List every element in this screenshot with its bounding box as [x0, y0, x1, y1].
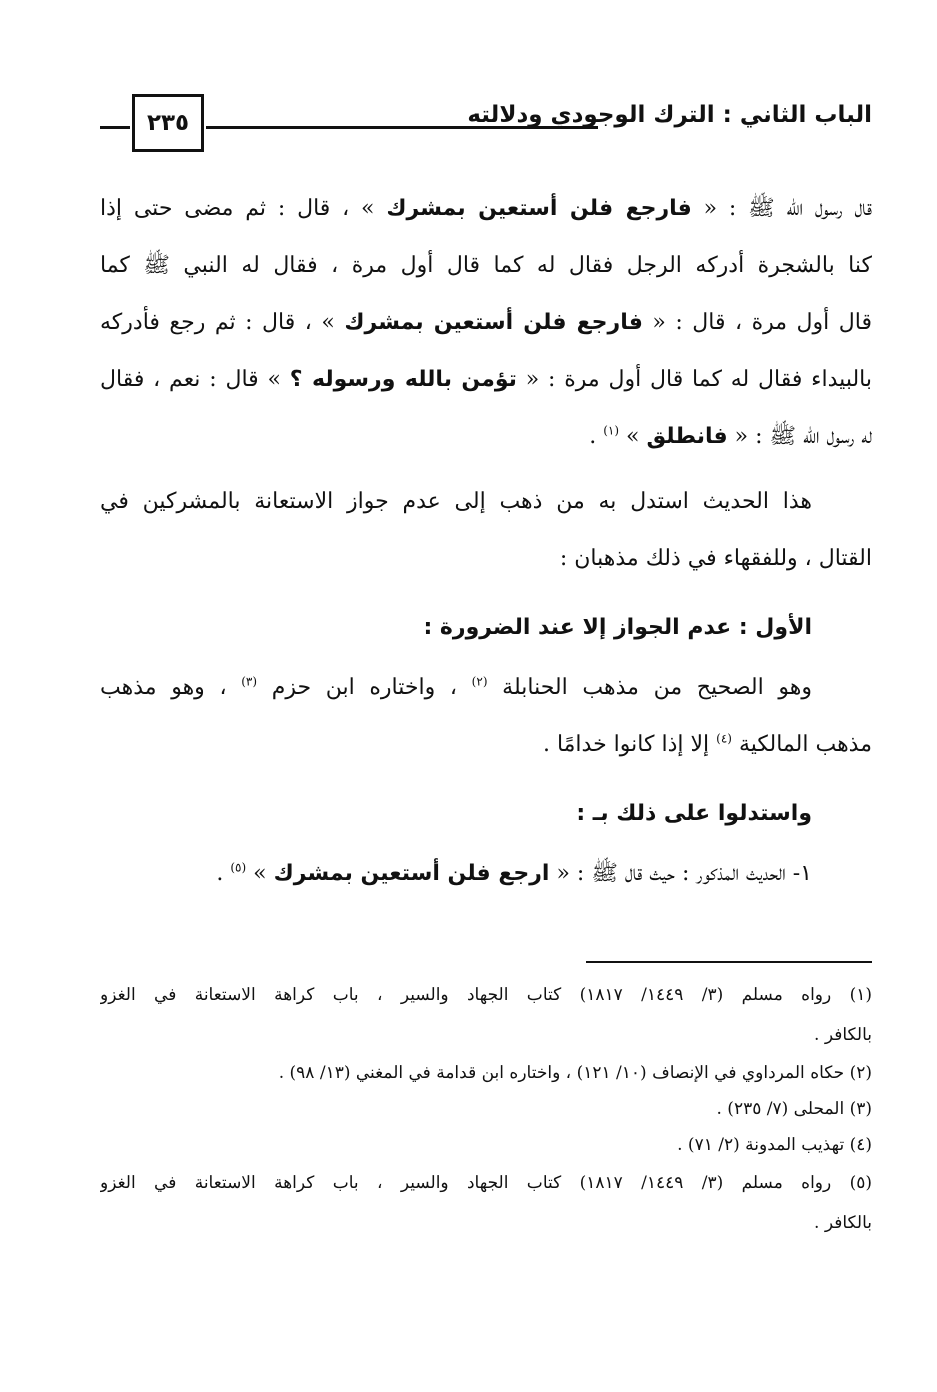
footnote-separator — [586, 961, 872, 963]
text-line: ١- الحديث المذكور : حيث قال ﷺ : « ارجع فلن أستعين بمشرك » $^{(٥)}$ . — [216, 860, 812, 886]
text-line: قال رسول الله ﷺ : « فارجع فلن أستعين بمشرك » ، قال : ثم مضى حتى إذا — [100, 196, 872, 221]
running-header — [100, 92, 872, 156]
header-rule-left — [100, 126, 130, 129]
section-heading: واستدلوا على ذلك بـ : — [576, 801, 812, 826]
page-number: ٢٣٥ — [132, 94, 204, 152]
chapter-title: الباب الثاني : الترك الوجودي ودلالته — [467, 102, 872, 128]
footnote-4: (٤) تهذيب المدونة (٢/ ٧١) . — [677, 1135, 872, 1155]
section-heading: الأول : عدم الجواز إلا عند الضرورة : — [423, 615, 812, 640]
footnote-1: (١) رواه مسلم (٣/ ١٤٤٩/ ١٨١٧) كتاب الجهاد والسير ، باب كراهة الاستعانة في الغزو بالكافر . — [100, 985, 872, 1045]
text-line: هذا الحديث استدل به من ذهب إلى عدم جواز الاستعانة بالمشركين في — [100, 489, 813, 514]
text-line: بالبيداء فقال له كما قال أول مرة : « تؤمن بالله ورسوله ؟ » قال : نعم ، فقال — [100, 367, 872, 392]
text-line: له رسول الله ﷺ : « فانطلق » $^{(١)}$ . — [589, 423, 872, 449]
footnote-5: (٥) رواه مسلم (٣/ ١٤٤٩/ ١٨١٧) كتاب الجهاد والسير ، باب كراهة الاستعانة في الغزو بالكافر . — [100, 1173, 872, 1233]
footnote-3: (٣) المحلى (٧/ ٢٣٥) . — [716, 1099, 872, 1119]
footnotes — [100, 975, 872, 1243]
text-line: مذهب المالكية $^{(٤)}$ إلا إذا كانوا خدامًا . — [542, 731, 872, 757]
text-line: القتال ، وللفقهاء في ذلك مذهبان : — [559, 546, 872, 571]
text-line: قال أول مرة ، قال : « فارجع فلن أستعين بمشرك » ، قال : ثم رجع فأدركه — [100, 310, 872, 335]
text-line: كنا بالشجرة أدركه الرجل فقال له كما قال أول مرة ، فقال له النبي ﷺ كما — [100, 253, 872, 278]
main-text — [100, 180, 872, 902]
footnote-2: (٢) حكاه المرداوي في الإنصاف (١٠/ ١٢١) ، واختاره ابن قدامة في المغني (١٣/ ٩٨) . — [278, 1063, 872, 1083]
header-rule — [206, 126, 598, 129]
text-line: وهو الصحيح من مذهب الحنابلة $^{(٢)}$ ، واختاره ابن حزم $^{(٣)}$ ، وهو مذهب — [100, 674, 812, 700]
